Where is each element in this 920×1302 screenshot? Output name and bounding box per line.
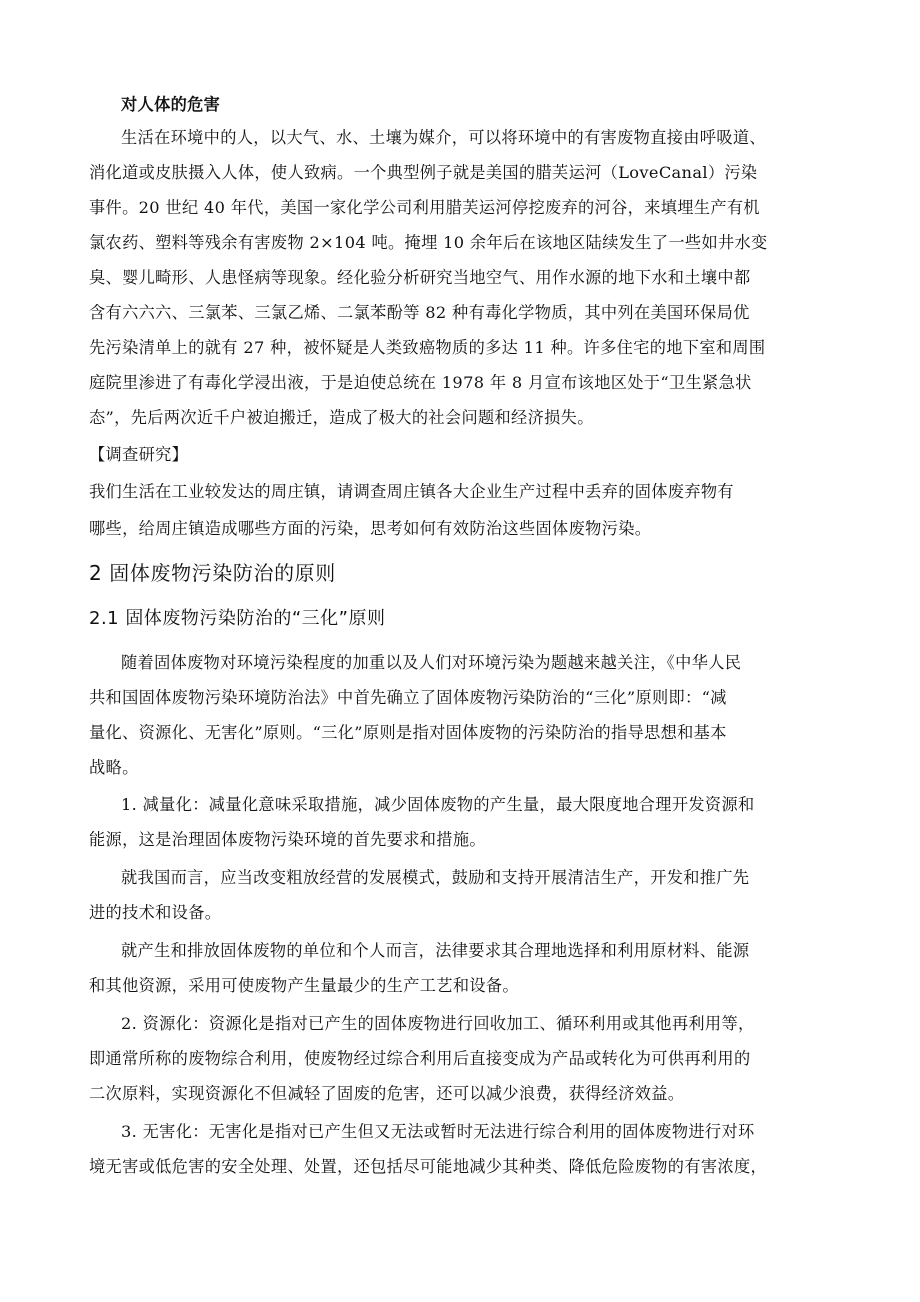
- intro-paragraph-line: 战略。: [89, 758, 139, 777]
- intro-paragraph-line: 随着固体废物对环境污染程度的加重以及人们对环境污染为题越来越关注，《中华人民: [121, 653, 742, 672]
- unit-paragraph-line: 和其他资源，采用可使废物产生量最少的生产工艺和设备。: [89, 976, 519, 995]
- research-paragraph-line: 哪些，给周庄镇造成哪些方面的污染，思考如何有效防治这些固体废物污染。: [89, 519, 652, 538]
- harm-paragraph-line: 先污染清单上的就有 27 种，被怀疑是人类致癌物质的多达 11 种。许多住宅的地下室和周围: [89, 338, 766, 357]
- research-paragraph-line: 我们生活在工业较发达的周庄镇，请调查周庄镇各大企业生产过程中丢弃的固体废弃物有: [89, 482, 734, 501]
- item3-paragraph-line: 3. 无害化：无害化是指对已产生但又无法或暂时无法进行综合利用的固体废物进行对环: [121, 1122, 755, 1141]
- section-title-harm: 对人体的危害: [121, 95, 221, 114]
- item2-paragraph-line: 二次原料，实现资源化不但减轻了固废的危害，还可以减少浪费，获得经济效益。: [89, 1084, 685, 1103]
- heading-level-2: 2 固体废物污染防治的原则: [89, 561, 336, 585]
- harm-paragraph-line: 事件。20 世纪 40 年代，美国一家化学公司利用腊芙运河停挖废弃的河谷，来填埋生产有机: [89, 198, 760, 217]
- item2-paragraph-line: 即通常所称的废物综合利用，使废物经过综合利用后直接变成为产品或转化为可供再利用的: [89, 1049, 751, 1068]
- harm-paragraph-line: 臭、婴儿畸形、人患怪病等现象。经化验分析研究当地空气、用作水源的地下水和土壤中都: [89, 268, 751, 287]
- harm-paragraph-line: 消化道或皮肤摄入人体，使人致病。一个典型例子就是美国的腊芙运河（LoveCanal）污染: [89, 163, 758, 182]
- section-title-research: 【调查研究】: [89, 445, 189, 464]
- country-paragraph-line: 就我国而言，应当改变粗放经营的发展模式，鼓励和支持开展清洁生产，开发和推广先: [121, 868, 750, 887]
- item1-paragraph-line: 能源，这是治理固体废物污染环境的首先要求和措施。: [89, 830, 486, 849]
- country-paragraph-line: 进的技术和设备。: [89, 903, 222, 922]
- heading-level-3: 2.1 固体废物污染防治的“三化”原则: [89, 608, 386, 629]
- intro-paragraph-line: 量化、资源化、无害化”原则。“三化”原则是指对固体废物的污染防治的指导思想和基本: [89, 723, 727, 742]
- harm-paragraph-line: 态”，先后两次近千户被迫搬迁，造成了极大的社会问题和经济损失。: [89, 408, 594, 427]
- harm-paragraph-line: 氯农药、塑料等残余有害废物 2×104 吨。掩埋 10 余年后在该地区陆续发生了一些如井水变: [89, 233, 768, 252]
- harm-paragraph-line: 生活在环境中的人，以大气、水、土壤为媒介，可以将环境中的有害废物直接由呼吸道、: [121, 128, 766, 147]
- item1-paragraph-line: 1. 减量化：减量化意味采取措施，减少固体废物的产生量，最大限度地合理开发资源和: [121, 795, 755, 814]
- intro-paragraph-line: 共和国固体废物污染环境防治法》中首先确立了固体废物污染防治的“三化”原则即：“减: [89, 688, 727, 707]
- unit-paragraph-line: 就产生和排放固体废物的单位和个人而言，法律要求其合理地选择和利用原材料、能源: [121, 941, 750, 960]
- harm-paragraph-line: 庭院里渗进了有毒化学浸出液，于是迫使总统在 1978 年 8 月宣布该地区处于“卫生紧急状: [89, 373, 752, 392]
- harm-paragraph-line: 含有六六六、三氯苯、三氯乙烯、二氯苯酚等 82 种有毒化学物质，其中列在美国环保局优: [89, 303, 750, 322]
- item3-paragraph-line: 境无害或低危害的安全处理、处置，还包括尽可能地减少其种类、降低危险废物的有害浓度，: [89, 1157, 768, 1176]
- item2-paragraph-line: 2. 资源化：资源化是指对已产生的固体废物进行回收加工、循环利用或其他再利用等，: [121, 1014, 755, 1033]
